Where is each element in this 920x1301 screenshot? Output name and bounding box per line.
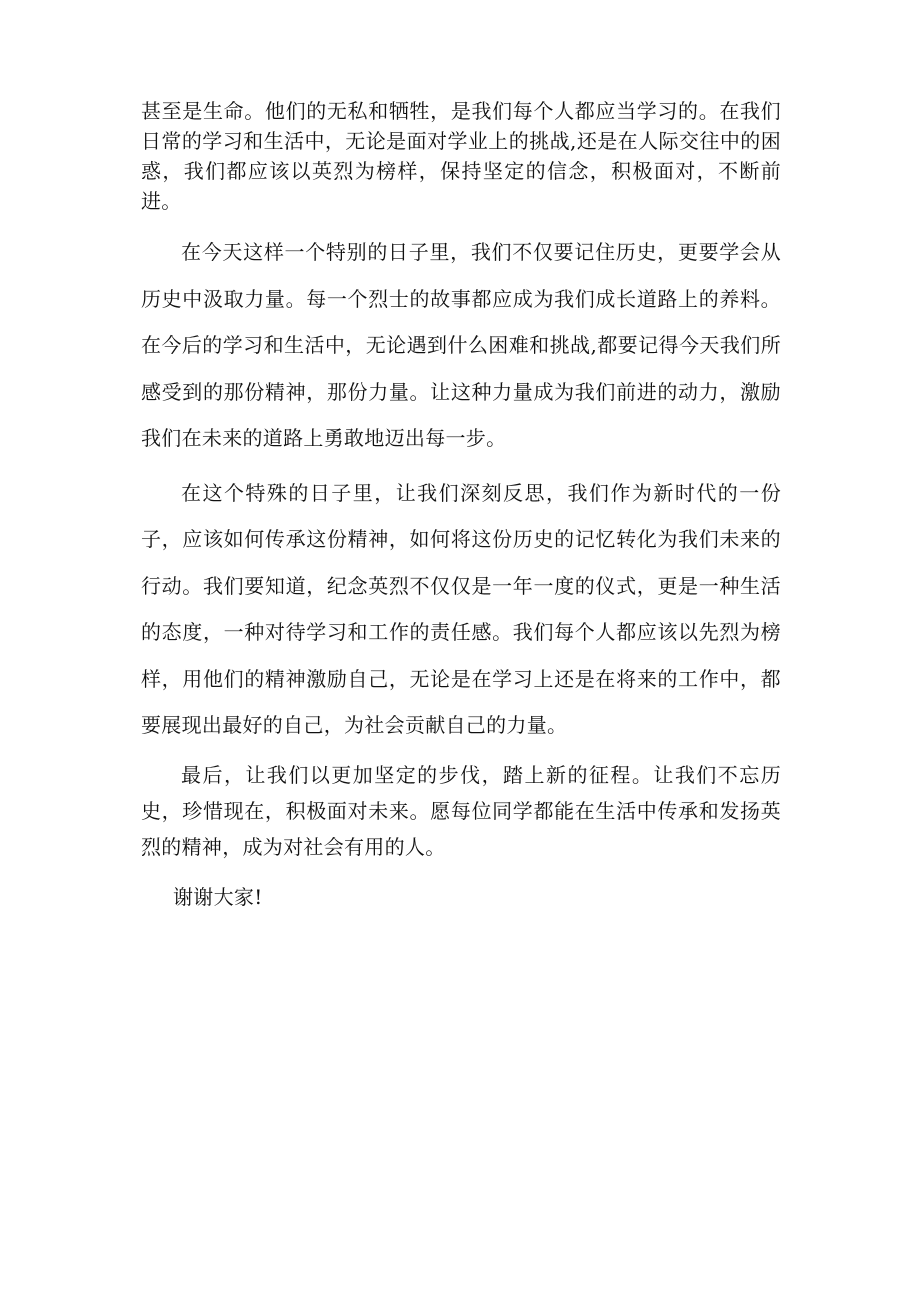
paragraph-history-strength: 在今天这样一个特别的日子里，我们不仅要记住历史，更要学会从历史中汲取力量。每一个烈士的故事都应成为我们成长道路上的养料。在今后的学习和生活中，无论遇到什么困难和挑战,都要记得今天我们所感受到的那份精神，那份力量。让这种力量成为我们前进的动力，激励我们在未来的道路上勇敢地迈出每一步。: [141, 240, 781, 450]
paragraph-continuation: 甚至是生命。他们的无私和牺牲，是我们每个人都应当学习的。在我们日常的学习和生活中，无论是面对学业上的挑战,还是在人际交往中的困惑，我们都应该以英烈为榜样，保持坚定的信念，积极面对，不断前进。: [141, 99, 781, 213]
paragraph-reflection: 在这个特殊的日子里，让我们深刻反思，我们作为新时代的一份子，应该如何传承这份精神，如何将这份历史的记忆转化为我们未来的行动。我们要知道，纪念英烈不仅仅是一年一度的仪式，更是一种生活的态度，一种对待学习和工作的责任感。我们每个人都应该以先烈为榜样，用他们的精神激励自己，无论是在学习上还是在将来的工作中，都要展现出最好的自己，为社会贡献自己的力量。: [141, 480, 781, 737]
closing-thanks: 谢谢大家!: [173, 884, 263, 909]
document-body: [141, 96, 781, 915]
paragraph-conclusion: 最后，让我们以更加坚定的步伐，踏上新的征程。让我们不忘历史，珍惜现在，积极面对未来。愿每位同学都能在生活中传承和发扬英烈的精神，成为对社会有用的人。: [141, 762, 781, 859]
